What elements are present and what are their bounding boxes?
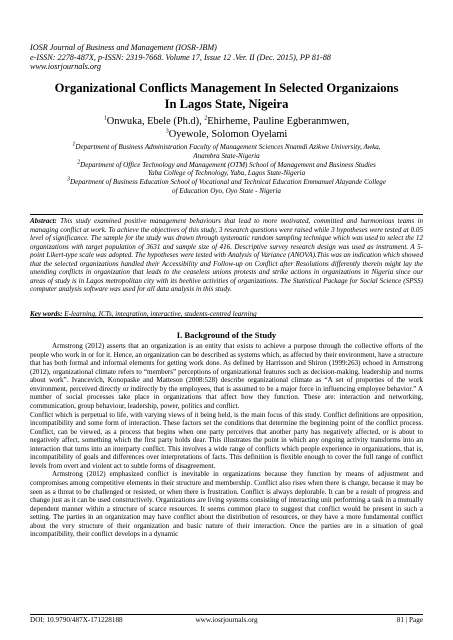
author-1: Onwuka, Ebele (Ph.d), [106, 116, 205, 127]
author-3: Oyewole, Solomon Oyelami [168, 128, 288, 140]
body-paragraph-3: Armstrong (2012) emphasized conflict is inevitable in organizations because they function by means of adjustment and compromises among competitive elements in their structure and membership. Conflict also rises when there is change, because it may be seen as a threat to be challenged or resisted, or when there is frustration. Conflict is always deplorable. It can be a result of progress and change just as it can be used constructively. Organizations are living systems consisting of interacting unit performing a task in a mutually dependent manner within a structure of scarce resources. It seems common place to suggest that conflict would be present in such a setting. The parties in an organization may have conflict about the distribution of resources, or they have a more fundamental conflict about the very structure of their organization and basic nature of their interaction. Once the parties are in a situation of goal incompatibility, their conflict develops in a dynamic [30, 470, 423, 539]
body-paragraph-2: Conflict which is perpetual to life, with varying views of it being held, is the main focus of this study. Conflict definitions are opposition, incompatibility and some form of interaction. These factors set the conditions that determine the beginning point of the conflict process. Conflict, can be viewed, as a process that begins when one party perceives that another party has negatively affected, or is about to negatively affect, something which the first party holds dear. This illustrates the point in which any ongoing activity transforms into an interaction that turns into an interparty conflict. This involves a wide range of conflicts which people experience in organizations, that is, incompatibility of goals and differences over interpretations of facts. This definition is flexible enough to cover the full range of conflict levels from overt and violent act to subtle forms of disagreement. [30, 410, 423, 470]
footer-website: www.iosrjournals.org [195, 616, 258, 624]
affiliation-1-line-2: Anambra State-Nigeria [193, 151, 260, 160]
author-line-1 [40, 116, 413, 129]
affiliation-2 [32, 161, 421, 179]
paper-title [40, 81, 413, 112]
author-sup-1: 1 [103, 115, 107, 122]
affiliation-2-line-2: Yaba College of Technology, Yaba, Lagos State-Nigeria [147, 169, 306, 178]
footer-page-number: 81 | Page [396, 616, 423, 624]
affiliation-list [32, 143, 421, 196]
affiliation-3-line-2: of Education Oyo, Oyo State - Nigeria [172, 186, 281, 195]
abstract-text: This study examined positive management behaviours that lead to more motivated, committed and harmonious teams in managing conflict at work. To achieve the objectives of this study, 3 research questions were raised while 3 hypotheses were tested at 0.05 level of significance. The sample for the study was drawn through systematic random sampling technique which was used to select the 12 organizations with target population of 3631 and sample size of 416. Descriptive survey research design was used as instrument. A 5-point Likert-type scale was adopted. The hypotheses were tested with Analysis of Variance (ANOVA).This was an indication which showed that the selected organizations handled their Accessibility and Follow-up on Conflict after Resolutions differently therein might lay the unending conflicts in organization that leads to the ceaseless unions protests and strike actions in organizations in Nigeria since our areas of study is in Lagos metropolitan city with its beehive activities of organizations. The Statistical Package for Social Science (SPSS) computer analysis software was used for all data analysis in this study. [30, 217, 423, 294]
abstract [30, 217, 423, 294]
journal-name: IOSR Journal of Business and Management (IOSR-JBM) [30, 43, 217, 52]
affiliation-1 [32, 143, 421, 161]
author-line-2 [40, 129, 413, 142]
keywords [30, 310, 423, 319]
body-paragraph-1: Armstrong (2012) asserts that an organization is an entity that exists to achieve a purpose through the collective efforts of the people who work in or for it. Hence, an organization can be described as systems which, as affected by their environment, have a structure that has both formal and informal elements for getting work done. As defined by Harrisson and Shiron (1999:263) echoed in Armstrong (2012), organizational climate refers to “members” perceptions of organizational features such as decision-making, leadership and norms about work”. Ivancevich, Konopaske and Matteson (2008:528) describe organizational climate as “A set of properties of the work environment, perceived directly or indirectly by the employees, that is assumed to be a major force in influencing employee behavior.” A number of social processes take place in organizations that affect how they function. These are: interaction and networking, communication, group behaviour, leadership, power, politics and conflict. [30, 342, 423, 410]
affiliation-1-line-1: Department of Business Administration Faculty of Management Sciences Nnamdi Azikwe University, Awka, [75, 143, 381, 151]
affiliation-3-line-1: Department of Business Education School of Vocational and Technical Education Emmanuel Alayande College [69, 178, 387, 187]
section-heading: I. Background of the Study [176, 330, 277, 340]
paper-title-line-1: Organizational Conflicts Management In Selected Organizaions [54, 81, 399, 95]
paper-title-line-2: In Lagos State, Nigeira [164, 96, 289, 111]
author-sup-2: 2 [204, 115, 208, 122]
affiliation-sup-3: 3 [66, 176, 70, 183]
author-list [40, 116, 413, 141]
affiliation-3 [32, 178, 421, 196]
keywords-label: Key words: [30, 310, 63, 318]
affiliation-sup-2: 2 [77, 159, 81, 166]
affiliation-2-line-1: Department of Office Technology and Management (OTM) School of Management and Business Studies [80, 160, 376, 169]
journal-website: www.iosrjournals.org [30, 62, 101, 72]
author-sup-3: 3 [165, 128, 169, 135]
author-2: Ehirheme, Pauline Egberanmwen, [207, 116, 350, 127]
footer-doi: DOI: 10.9790/487X-171228188 [30, 616, 123, 624]
abstract-label: Abstract: [30, 217, 57, 225]
keywords-text: E-learning, ICTs, integration, interactive, students-centred learning [64, 310, 257, 318]
affiliation-sup-1: 1 [72, 141, 76, 148]
journal-issn-volume: e-ISSN: 2278-487X, p-ISSN: 2319-7668. Volume 17, Issue 12 .Ver. II (Dec. 2015), PP 81-88 [30, 52, 331, 62]
footer-rule [30, 614, 423, 615]
body-text [30, 342, 423, 539]
journal-header [30, 43, 430, 72]
